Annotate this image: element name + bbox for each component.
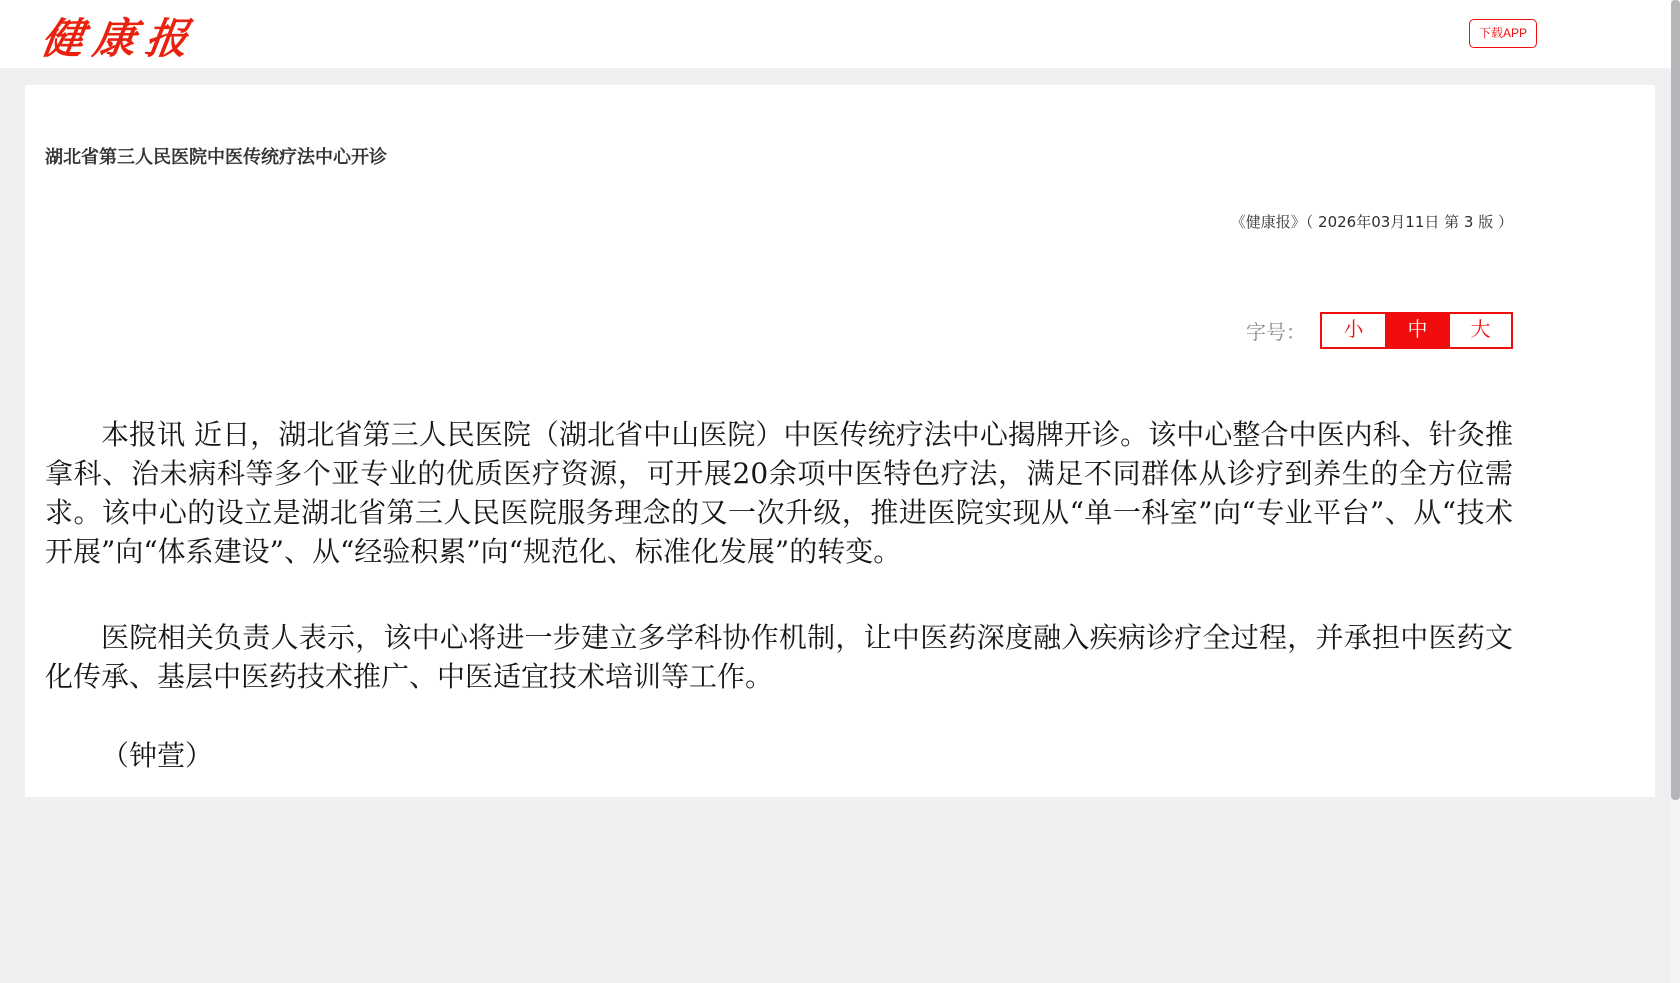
download-app-button[interactable]: 下载APP [1469,19,1537,48]
article-body [45,415,1513,775]
article-title: 湖北省第三人民医院中医传统疗法中心开诊 [45,147,387,168]
font-size-option-medium[interactable]: 中 [1385,314,1448,347]
main-area [0,68,1680,797]
site-logo[interactable]: 健康报 [38,14,202,63]
article-card-inner [45,85,1513,775]
article-card [25,85,1655,797]
article-author-signature: （钟萱） [101,739,214,772]
font-size-label: 字号： [1246,322,1306,344]
font-size-control [1320,312,1513,349]
article-paragraph: 本报讯 近日，湖北省第三人民医院（湖北省中山医院）中医传统疗法中心揭牌开诊。该中心整合中医内科、针灸推拿科、治未病科等多个亚专业的优质医疗资源，可开展20余项中医特色疗法，满足不同群体从诊疗到养生的全方位需求。该中心的设立是湖北省第三人民医院服务理念的又一次升级，推进医院实现从“单一科室”向“专业平台”、从“技术开展”向“体系建设”、从“经验积累”向“规范化、标准化发展”的转变。 [45,418,1513,568]
article-source-line: 《健康报》（ 2026年03月11日 第 3 版 ） [1230,213,1513,231]
font-size-option-large[interactable]: 大 [1448,314,1511,347]
scrollbar-thumb[interactable] [1671,0,1680,800]
font-size-row [45,312,1513,349]
font-size-option-small[interactable]: 小 [1343,319,1364,341]
site-header [0,0,1680,68]
scrollbar-track[interactable] [1671,0,1680,983]
article-paragraph: 医院相关负责人表示，该中心将进一步建立多学科协作机制，让中医药深度融入疾病诊疗全过程，并承担中医药文化传承、基层中医药技术推广、中医适宜技术培训等工作。 [45,621,1513,693]
